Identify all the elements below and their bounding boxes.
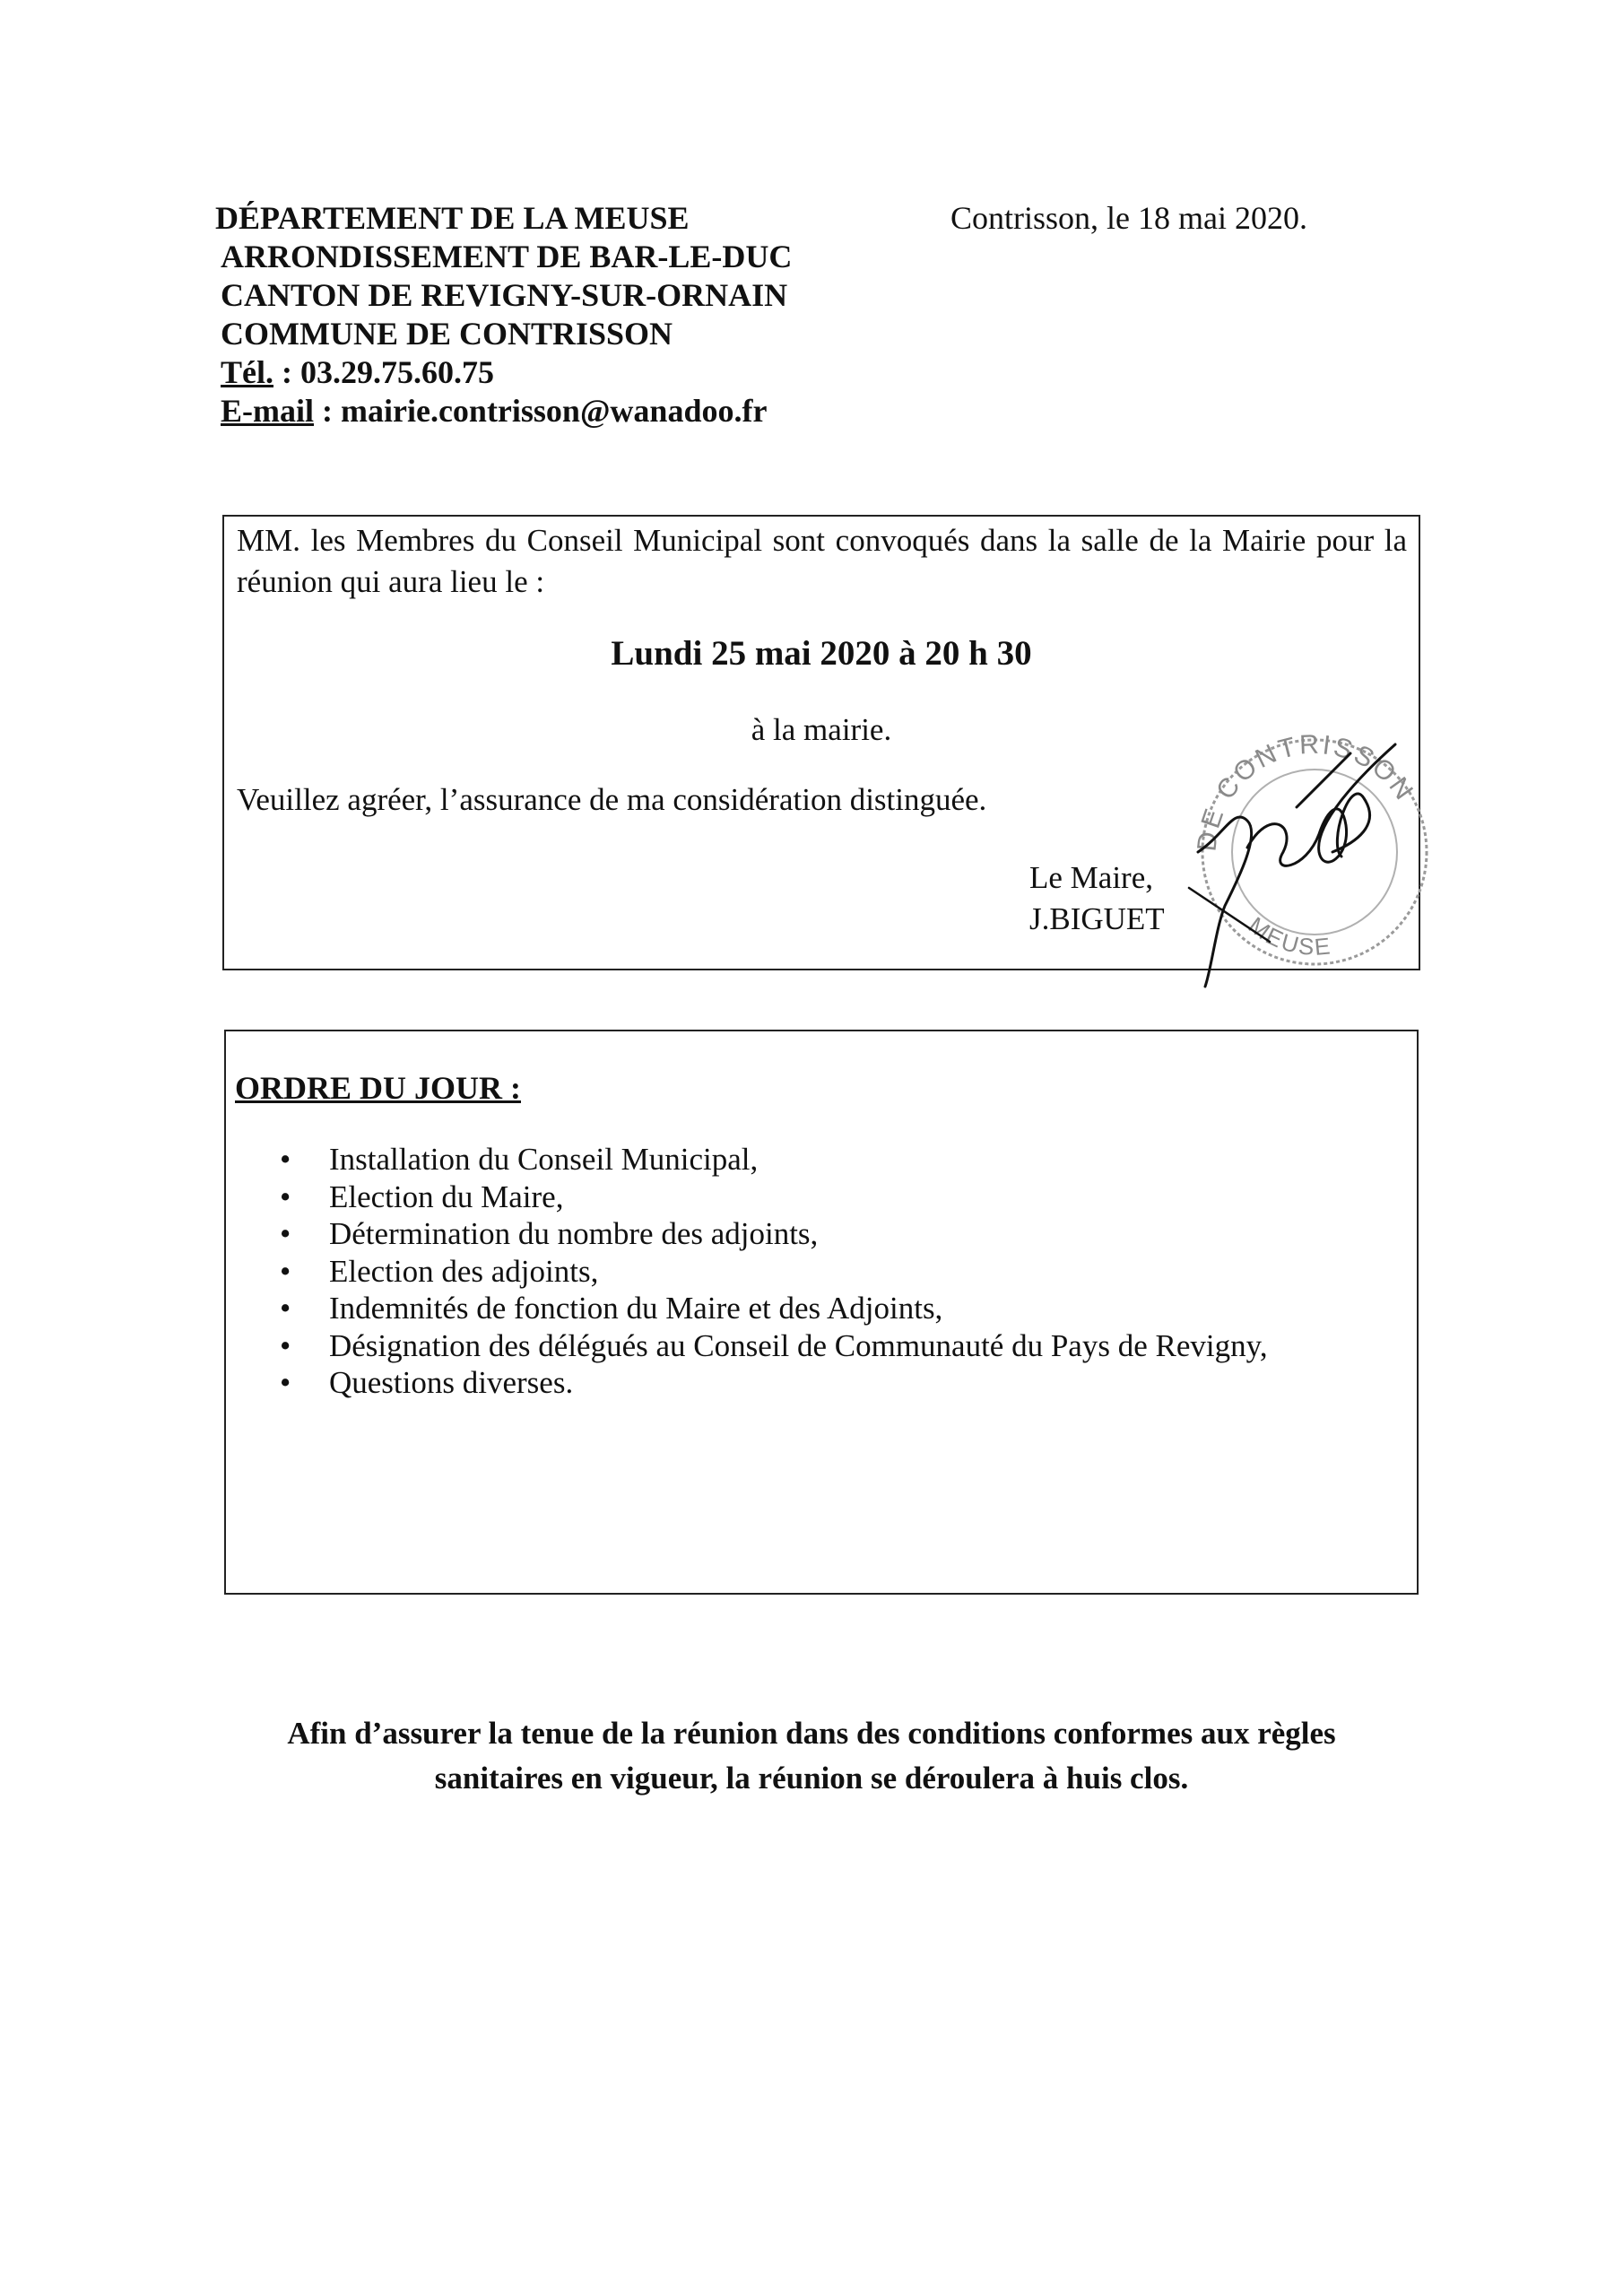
signature-block — [1029, 857, 1165, 940]
agenda-item — [280, 1215, 1268, 1253]
agenda-item-text: Détermination du nombre des adjoints, — [329, 1216, 819, 1251]
official-stamp-with-signature — [1162, 700, 1449, 1004]
canton-line: CANTON DE REVIGNY-SUR-ORNAIN — [221, 277, 788, 313]
phone-value: : 03.29.75.60.75 — [273, 354, 494, 390]
agenda-item-text: Désignation des délégués au Conseil de Communauté du Pays de Revigny, — [329, 1327, 1268, 1363]
agenda-item-text: Election du Maire, — [329, 1178, 564, 1214]
stamp-top-text: DE CONTRISSON — [1192, 729, 1420, 853]
letterhead — [215, 199, 792, 430]
agenda-item — [280, 1141, 1268, 1178]
agenda-item — [280, 1364, 1268, 1402]
agenda-box — [224, 1030, 1419, 1595]
email-value: : mairie.contrisson@wanadoo.fr — [314, 393, 768, 429]
signatory-title: Le Maire, — [1029, 860, 1153, 895]
phone-label: Tél. — [221, 354, 273, 390]
bullet-icon: • — [280, 1327, 291, 1363]
bullet-icon: • — [280, 1365, 291, 1400]
commune-line: COMMUNE DE CONTRISSON — [221, 316, 673, 352]
bullet-icon: • — [280, 1253, 291, 1289]
agenda-item — [280, 1178, 1268, 1216]
meeting-location: à la mairie. — [751, 712, 892, 747]
email-label: E-mail — [221, 393, 314, 429]
meeting-datetime: Lundi 25 mai 2020 à 20 h 30 — [611, 634, 1032, 673]
agenda-item — [280, 1290, 1268, 1327]
department-line: DÉPARTEMENT DE LA MEUSE — [215, 200, 690, 236]
svg-text:MEUSE — [1244, 911, 1333, 961]
agenda-item — [280, 1327, 1268, 1365]
agenda-item-text: Indemnités de fonction du Maire et des Adjoints, — [329, 1291, 943, 1326]
agenda-item-text: Installation du Conseil Municipal, — [329, 1142, 759, 1177]
svg-text:DE CONTRISSON — [1192, 730, 1419, 853]
stamp-bottom-text: MEUSE — [1243, 911, 1333, 961]
agenda-item-text: Questions diverses. — [329, 1365, 574, 1400]
bullet-icon: • — [280, 1178, 291, 1214]
notice-line-1: Afin d’assurer la tenue de la réunion dans des conditions conformes aux règles — [287, 1716, 1336, 1751]
convocation-text: MM. les Membres du Conseil Municipal sont convoqués dans la salle de la Mairie pour la réunion qui aura lieu le : — [237, 523, 1407, 599]
bullet-icon: • — [280, 1291, 291, 1326]
bullet-icon: • — [280, 1142, 291, 1177]
agenda-item-text: Election des adjoints, — [329, 1253, 599, 1289]
agenda-title: ORDRE DU JOUR : — [235, 1070, 521, 1106]
email-line — [215, 392, 792, 430]
agenda-list — [280, 1141, 1268, 1402]
agenda-item — [280, 1253, 1268, 1291]
signatory-name: J.BIGUET — [1029, 901, 1165, 936]
closed-session-notice — [215, 1711, 1408, 1801]
date-line: Contrisson, le 18 mai 2020. — [950, 200, 1307, 236]
notice-line-2: sanitaires en vigueur, la réunion se déroulera à huis clos. — [434, 1761, 1189, 1796]
closing-formula: Veuillez agréer, l’assurance de ma considération distinguée. — [237, 782, 987, 817]
phone-line — [215, 353, 792, 392]
arrondissement-line: ARRONDISSEMENT DE BAR-LE-DUC — [221, 239, 793, 274]
bullet-icon: • — [280, 1216, 291, 1251]
